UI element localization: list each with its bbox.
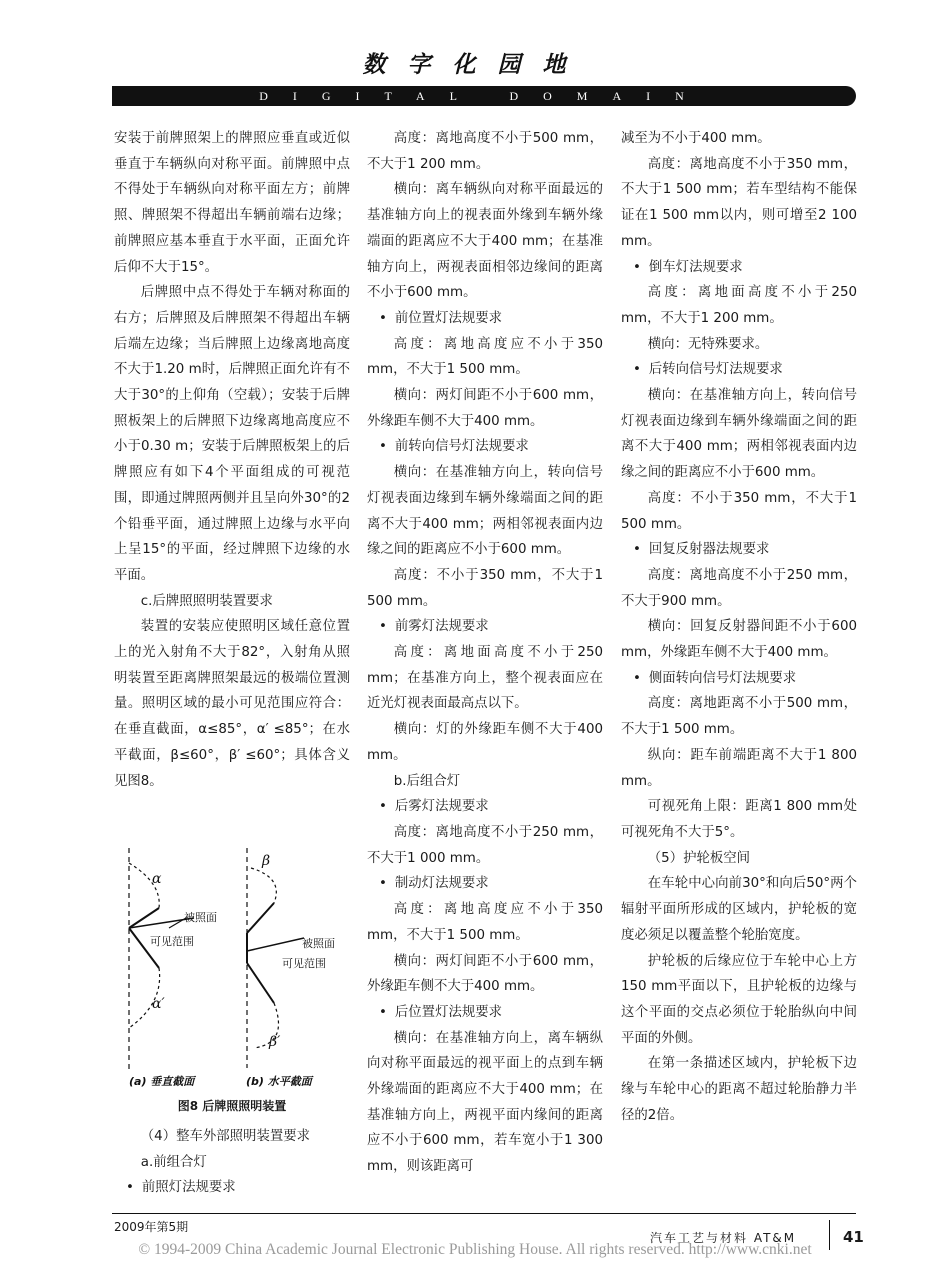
paragraph: 高度：离地高度应不小于350 mm，不大于1 500 mm。: [367, 336, 603, 378]
paragraph: 横向：回复反射器间距不小于600 mm，外缘距车侧不大于400 mm。: [621, 619, 857, 661]
paragraph: 护轮板的后缘应位于车轮中心上方150 mm平面以下，且护轮板的边缘与这个平面的交点必须位于轮胎纵向中间平面的外侧。: [621, 953, 857, 1046]
footer-rule: [112, 1213, 856, 1214]
paragraph: 减至为不小于400 mm。: [621, 131, 771, 146]
column-2: [367, 126, 603, 1180]
paragraph: 安装于前牌照架上的牌照应垂直或近似垂直于车辆纵向对称平面。前牌照中点不得处于车辆纵向对称平面左方；前牌照、牌照架不得超出车辆前端右边缘；前牌照应基本垂直于水平面，正面允许后仰不大于15°。: [114, 131, 350, 275]
bullet-item: • 后转向信号灯法规要求: [621, 357, 857, 383]
bullet-item: • 倒车灯法规要求: [621, 255, 857, 281]
paragraph: 可视死角上限：距离1 800 mm处可视死角不大于5°。: [621, 799, 857, 840]
section-subtitle: DIGITAL DOMAIN: [259, 89, 709, 103]
paragraph: 高度：不小于350 mm，不大于1 500 mm。: [367, 567, 603, 609]
paragraph: 横向：两灯间距不小于600 mm，外缘距车侧不大于400 mm。: [367, 953, 603, 995]
figure-8: [114, 843, 350, 1119]
paragraph: 横向：在基准轴方向上，离车辆纵向对称平面最远的视平面上的点到车辆外缘端面的距离应不大于400 mm；在基准轴方向上，两视平面内缘间的距离应不小于600 mm，若车宽小于1 300 mm，则该距离可: [367, 1030, 603, 1175]
journal-name: 汽车工艺与材料 AT&M: [650, 1231, 797, 1245]
paragraph: b.后组合灯: [393, 773, 461, 789]
paragraph: 横向：灯的外缘距车侧不大于400 mm。: [367, 722, 603, 763]
paragraph: 高度：离地高度不小于250 mm，不大于900 mm。: [621, 567, 857, 609]
issue-label: 2009年第5期: [114, 1220, 189, 1234]
paragraph: 高度：不小于350 mm，不大于1 500 mm。: [621, 490, 857, 532]
label-beta-prime: β′: [269, 1034, 281, 1050]
paragraph: （5）护轮板空间: [647, 850, 751, 866]
bullet-item: • 制动灯法规要求: [367, 871, 603, 897]
paragraph: 高度：离地距离不小于500 mm，不大于1 500 mm。: [621, 696, 857, 738]
label-visible-b: 可见范围: [282, 957, 326, 970]
bullet-item: • 前位置灯法规要求: [367, 306, 603, 332]
paragraph: a.前组合灯: [140, 1154, 207, 1170]
copyright-watermark: © 1994-2009 China Academic Journal Electronic Publishing House. All rights reserved. http://www.cnki.net: [138, 1241, 812, 1258]
paragraph: 在车轮中心向前30°和向后50°两个辐射平面所形成的区域内，护轮板的宽度必须足以覆盖整个轮胎宽度。: [621, 876, 857, 943]
paragraph: 横向：两灯间距不小于600 mm，外缘距车侧不大于400 mm。: [367, 388, 603, 429]
section-title: 数字化园地: [362, 52, 588, 78]
paragraph: 横向：离车辆纵向对称平面最远的基准轴方向上的视表面外缘到车辆外缘端面的距离应不大于400 mm；在基准轴方向上，两视表面相邻边缘间的距离不小于600 mm。: [367, 182, 603, 301]
paragraph: 后牌照中点不得处于车辆对称面的右方；后牌照及后牌照架不得超出车辆后端左边缘；当后牌照上边缘离地高度不大于1.20 m时，后牌照正面允许有不大于30°的上仰角（空载）；安装于后牌照板架上的后牌照下边缘离地高度应不小于0.30 m；安装于后牌照板架上的后牌照应有如下4个平面组成的可视范围，即通过牌照两侧并且呈向外30°的2个铅垂平面，通过牌照上边缘与水平向上呈15°的平面，经过牌照下边缘的水平面。: [114, 285, 350, 583]
paragraph: 高度：离地高度不小于250 mm，不大于1 000 mm。: [367, 824, 603, 866]
paragraph: 在第一条描述区域内，护轮板下边缘与车轮中心的距离不超过轮胎静力半径的2倍。: [621, 1056, 857, 1123]
arc-beta: [251, 868, 276, 903]
label-visible-a: 可见范围: [150, 935, 194, 948]
paragraph: 高度：离地面高度不小于250 mm；在基准方向上，整个视表面应在近光灯视表面最高点以下。: [367, 645, 603, 712]
label-alpha: α: [152, 871, 162, 887]
paragraph: 横向：在基准轴方向上，转向信号灯视表面边缘到车辆外缘端面之间的距离不大于400 mm；两相邻视表面内边缘之间的距离应不小于600 mm。: [367, 465, 603, 558]
bullet-item: • 前转向信号灯法规要求: [367, 434, 603, 460]
paragraph: 高度：离地高度不小于350 mm，不大于1 500 mm；若车型结构不能保证在1 500 mm以内，则可增至2 100 mm。: [621, 156, 857, 249]
label-illuminated-a: 被照面: [184, 911, 217, 924]
bullet-item: • 回复反射器法规要求: [621, 537, 857, 563]
bullet-item: • 前照灯法规要求: [114, 1175, 350, 1201]
paragraph: 横向：在基准轴方向上，转向信号灯视表面边缘到车辆外缘端面之间的距离不大于400 mm；两相邻视表面内边缘之间的距离应不小于600 mm。: [621, 388, 857, 481]
bullet-item: • 前雾灯法规要求: [367, 614, 603, 640]
subcaption-b: (b) 水平截面: [246, 1075, 312, 1088]
bullet-item: • 侧面转向信号灯法规要求: [621, 666, 857, 692]
page-number: 41: [843, 1228, 864, 1246]
column-1-bottom: [114, 1124, 350, 1201]
paragraph: 高度：离地高度应不小于350 mm，不大于1 500 mm。: [367, 902, 603, 943]
paragraph: 横向：无特殊要求。: [647, 336, 769, 352]
figure-8-diagram: [114, 843, 350, 1093]
plate-upper-b: [247, 903, 274, 933]
label-beta: β: [262, 853, 271, 869]
paragraph: 高度：离地高度不小于500 mm，不大于1 200 mm。: [367, 131, 603, 172]
paragraph: c.后牌照照明装置要求: [140, 593, 273, 609]
paragraph: 装置的安装应使照明区域任意位置上的光入射角不大于82°，入射角从照明装置至距离牌照架最远的极端位置测量。照明区域的最小可见范围应符合：在垂直截面，α≤85°，α′ ≤85°；在水平截面，β≤60°，β′ ≤60°；具体含义见图8。: [114, 619, 350, 789]
column-3: [621, 126, 857, 1128]
bullet-item: • 后雾灯法规要求: [367, 794, 603, 820]
subcaption-a: (a) 垂直截面: [129, 1075, 195, 1088]
paragraph: 高度：离地面高度不小于250 mm，不大于1 200 mm。: [621, 285, 857, 326]
column-1: [114, 126, 350, 794]
bullet-item: • 后位置灯法规要求: [367, 1000, 603, 1026]
label-illuminated-b: 被照面: [302, 937, 335, 950]
paragraph: 纵向：距车前端距离不大于1 800 mm。: [621, 747, 857, 789]
figure-caption: 图8 后牌照照明装置: [177, 1099, 287, 1113]
paragraph: （4）整车外部照明装置要求: [140, 1129, 311, 1144]
label-alpha-prime: α′: [152, 996, 165, 1012]
